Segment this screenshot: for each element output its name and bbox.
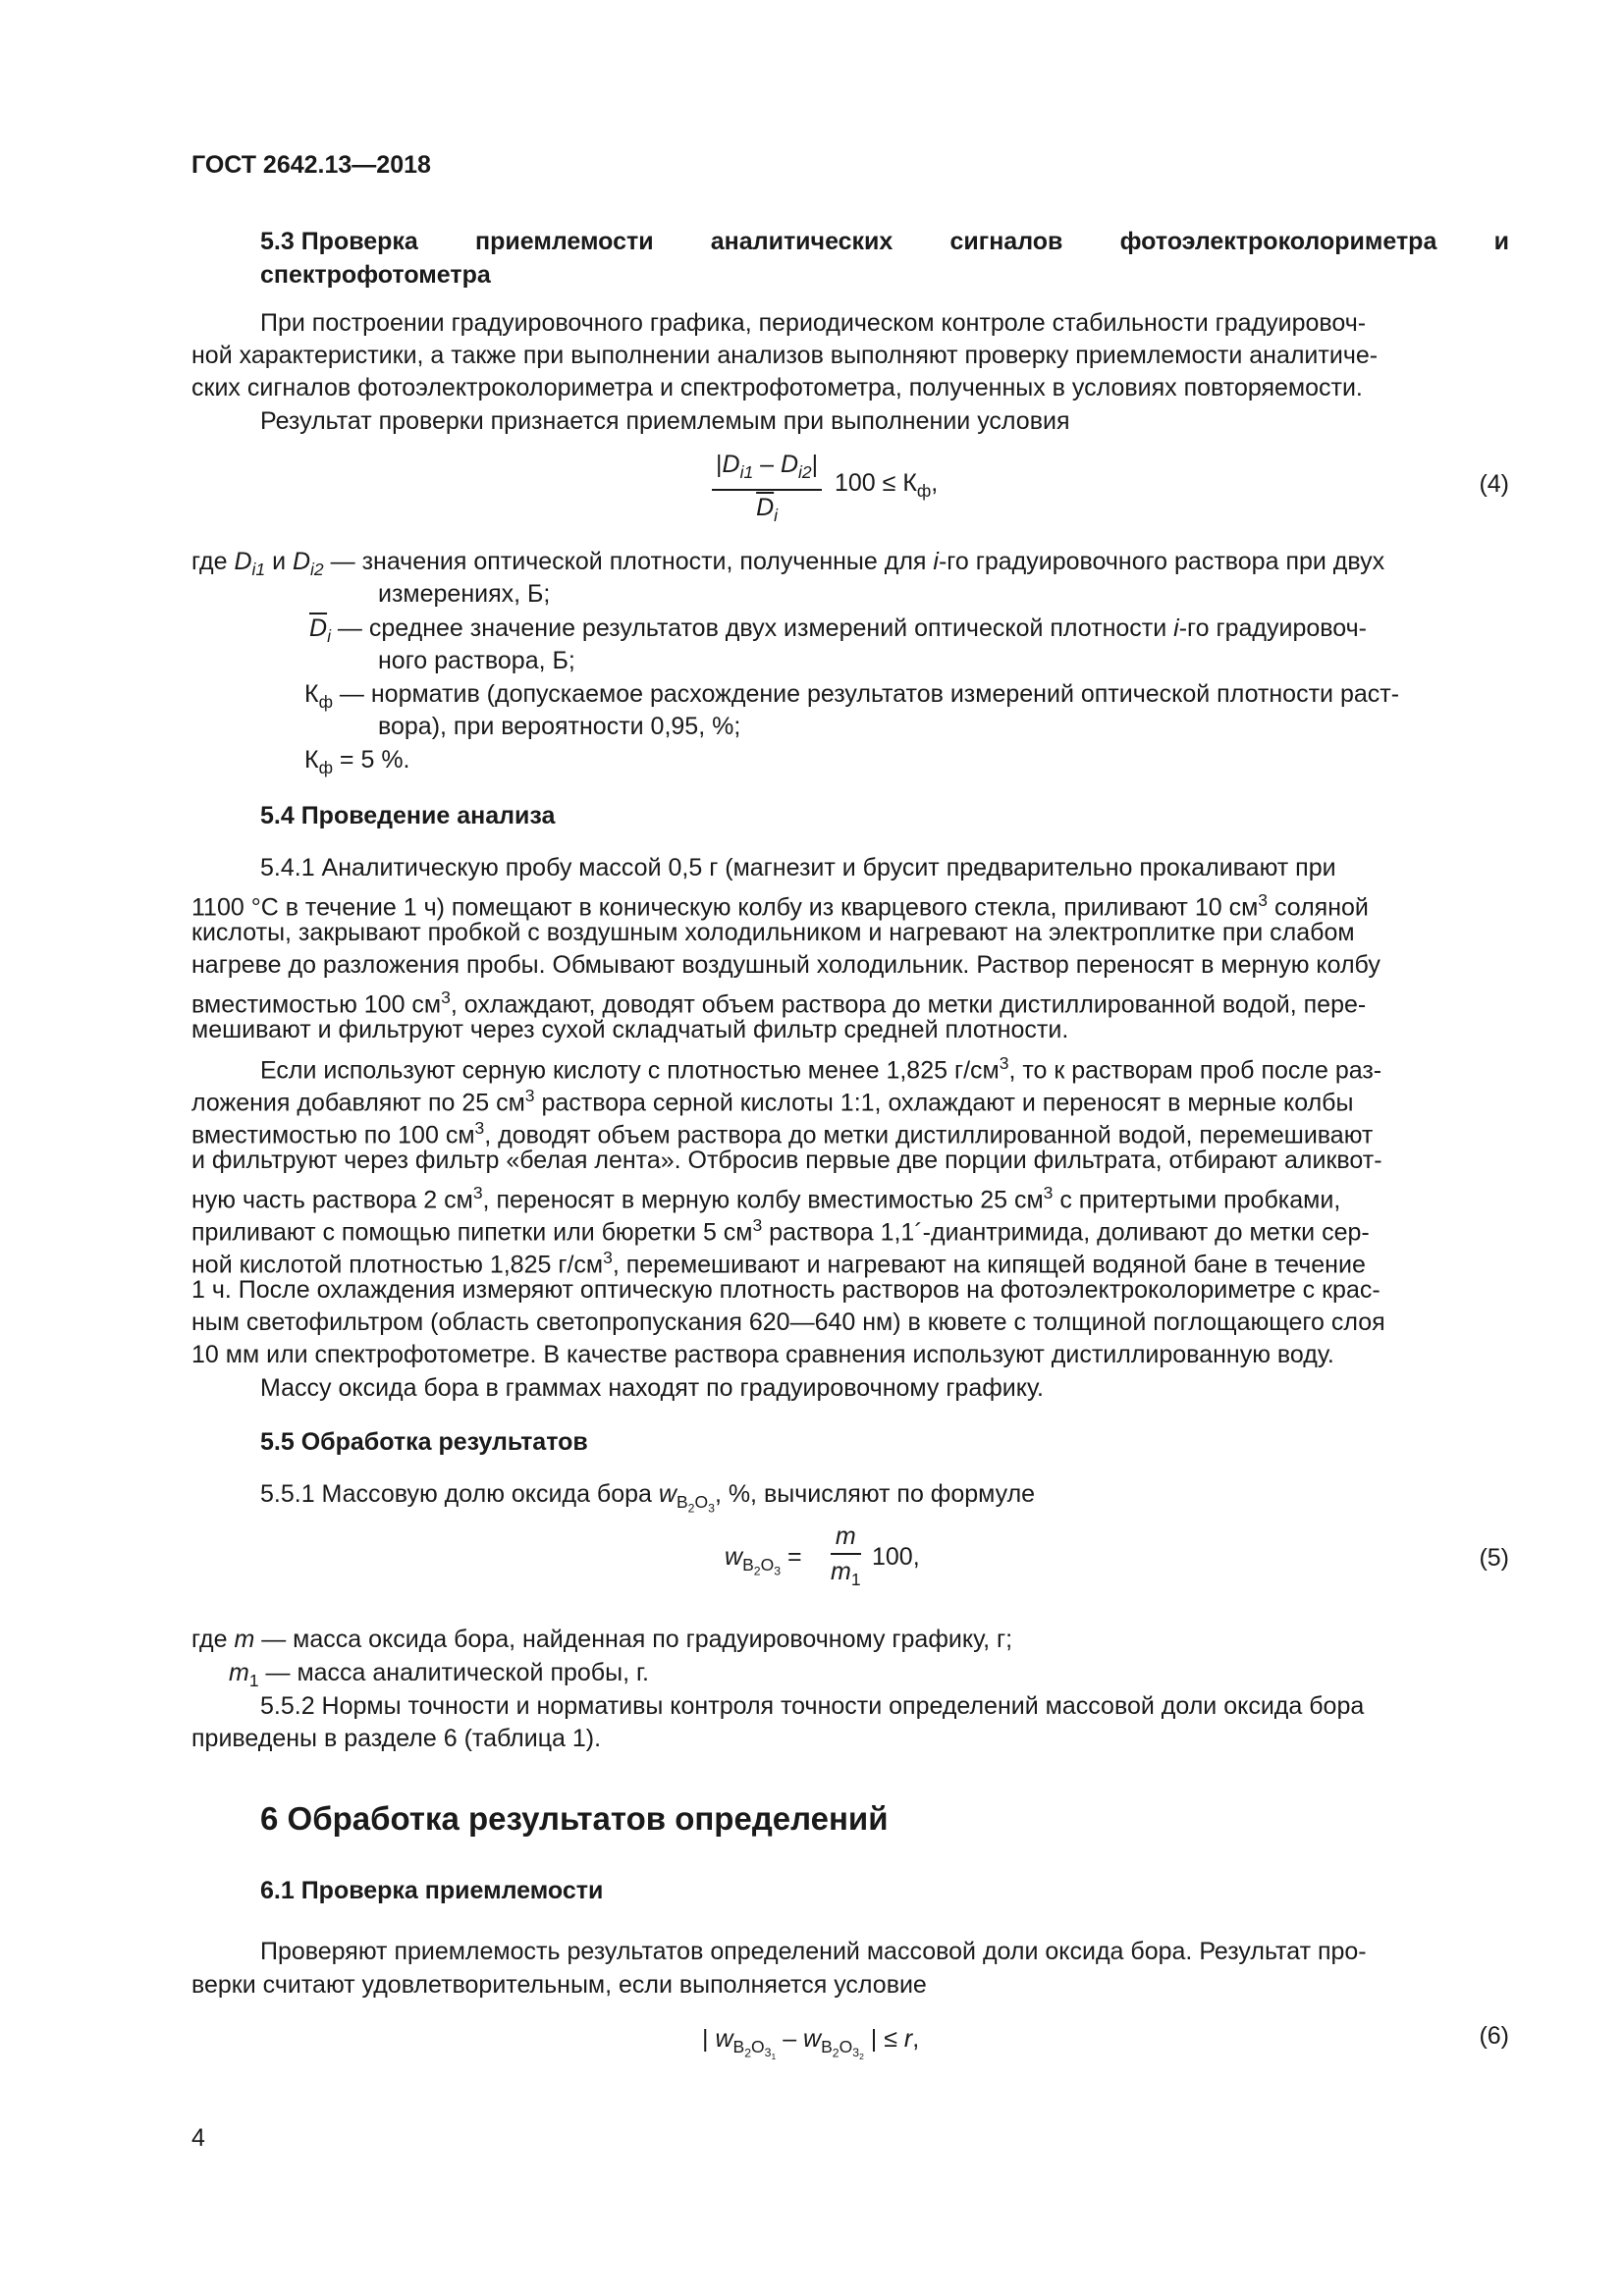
- math-symbol: |: [702, 2025, 716, 2053]
- text: с притертыми пробками,: [1053, 1186, 1341, 1214]
- page-number: 4: [191, 2124, 205, 2152]
- math-sub: [676, 1492, 715, 1516]
- math-var: $\overline{D}$: [756, 494, 775, 522]
- math-symbol: |: [811, 451, 819, 478]
- math-sub-part: O: [760, 1555, 775, 1575]
- math-sub-part: 3: [852, 2046, 860, 2060]
- paragraph-line: мешивают и фильтруют через сухой складчатый фильтр средней плотности.: [191, 1016, 1069, 1043]
- math-text: 100 ≤ К: [835, 469, 917, 497]
- paragraph-line: и фильтруют через фильтр «белая лента». Отбросив первые две порции фильтрата, отбирают аликвот-: [191, 1147, 1382, 1174]
- text: , %, вычисляют по формуле: [714, 1480, 1036, 1508]
- paragraph-line: верки считают удовлетворительным, если выполняется условие: [191, 1971, 927, 1999]
- section-5-3-title: [260, 226, 1509, 257]
- math-var: $\overline{D}$: [309, 614, 328, 642]
- equation-number: (6): [1479, 2022, 1509, 2050]
- sup: 3: [474, 1118, 485, 1138]
- math-sub-part: [852, 2046, 864, 2062]
- where-text: — среднее значение результатов двух измерений оптической плотности: [330, 614, 1174, 642]
- equation-number: (5): [1479, 1544, 1509, 1572]
- math-sub-part: [764, 2046, 777, 2062]
- math-sub-part: 1: [771, 2052, 777, 2062]
- math-var: К: [304, 746, 319, 774]
- math-sub-part: B: [742, 1555, 754, 1575]
- formula-6: [702, 2023, 919, 2072]
- math-sub: [742, 1555, 782, 1578]
- section-6-title: 6 Обработка результатов определений: [260, 1800, 889, 1837]
- text: ложения добавляют по 25 см: [191, 1089, 525, 1117]
- math-sub: i: [327, 626, 331, 647]
- document-header: ГОСТ 2642.13—2018: [191, 151, 431, 179]
- where-text: — значения оптической плотности, полученные для: [323, 548, 934, 575]
- text: 5.5.1 Массовую долю оксида бора: [260, 1480, 659, 1508]
- paragraph-line: Результат проверки признается приемлемым при выполнении условия: [260, 407, 1070, 435]
- paragraph-line: ной характеристики, а также при выполнении анализов выполняют проверку приемлемости аналитиче-: [191, 342, 1379, 369]
- sup: 3: [1043, 1183, 1054, 1202]
- text: ную часть раствора 2 см: [191, 1186, 473, 1214]
- where-m-line: [191, 1624, 1012, 1655]
- math-sub: ф: [916, 481, 932, 502]
- paragraph-line: Проверяют приемлемость результатов определений массовой доли оксида бора. Результат про-: [260, 1938, 1367, 1965]
- math-var: D: [234, 548, 252, 575]
- equation-number: (4): [1479, 470, 1509, 498]
- paragraph-line: ным светофильтром (область светопропускания 620—640 нм) в кювете с толщиной поглощающего слоя: [191, 1308, 1385, 1336]
- math-sub: i1: [739, 462, 754, 483]
- formula-4-rest: [835, 467, 938, 507]
- text: раствора 1,1´-диантримида, доливают до метки сер-: [762, 1218, 1370, 1247]
- math-sub-part: O: [839, 2037, 853, 2057]
- math-var: w: [803, 2025, 822, 2053]
- math-sub-part: 2: [687, 1501, 695, 1516]
- paragraph-line: нагреве до разложения пробы. Обмывают воздушный холодильник. Раствор переносят в мерную колбу: [191, 951, 1380, 979]
- text: раствора серной кислоты 1:1, охлаждают и переносят в мерные колбы: [534, 1089, 1354, 1117]
- paragraph-line: ских сигналов фотоэлектроколориметра и спектрофотометра, полученных в условиях повторяемости.: [191, 374, 1363, 401]
- math-sub-part: B: [676, 1492, 688, 1513]
- math-sub: i2: [798, 462, 812, 483]
- math-var: i: [1173, 614, 1179, 642]
- section-6-1-title: 6.1 Проверка приемлемости: [260, 1877, 604, 1904]
- math-var: r: [903, 2025, 913, 2053]
- paragraph-line: 5.4.1 Аналитическую пробу массой 0,5 г (магнезит и брусит предварительно прокаливают при: [260, 854, 1336, 881]
- math-sub-part: 2: [859, 2052, 864, 2062]
- sup: 3: [472, 1183, 483, 1202]
- math-sub-part: O: [694, 1492, 709, 1513]
- formula-4-fraction: [712, 450, 822, 530]
- section-5-5-title: 5.5 Обработка результатов: [260, 1428, 588, 1456]
- text: приливают с помощью пипетки или бюретки 5 см: [191, 1218, 753, 1247]
- paragraph-line: 10 мм или спектрофотометре. В качестве раствора сравнения используют дистиллированную воду.: [191, 1341, 1334, 1368]
- where-text-cont: измерениях, Б;: [378, 580, 551, 608]
- math-sub-part: 2: [753, 1564, 761, 1578]
- math-sub: 1: [850, 1570, 861, 1590]
- where-text: -го градуировочного раствора при двух: [938, 548, 1385, 575]
- math-var: i: [933, 548, 939, 575]
- math-symbol: =: [781, 1543, 802, 1571]
- text: ной кислотой плотностью 1,825 г/см: [191, 1251, 604, 1279]
- text: Если используют серную кислоту с плотностью менее 1,825 г/см: [260, 1056, 1000, 1085]
- section-5-3-title-cont: спектрофотометра: [260, 261, 491, 289]
- paragraph-line: Массу оксида бора в граммах находят по градуировочному графику.: [260, 1374, 1044, 1402]
- math-sub: [821, 2037, 864, 2062]
- math-var: m: [234, 1626, 255, 1653]
- math-sub-part: 3: [774, 1564, 782, 1578]
- text: , то к растворам проб после раз-: [1008, 1056, 1382, 1085]
- paragraph-line: приведены в разделе 6 (таблица 1).: [191, 1725, 602, 1752]
- math-var: m: [229, 1659, 249, 1686]
- sup: 3: [1258, 890, 1269, 910]
- text: , перемешивают и нагревают на кипящей водяной бане в течение: [612, 1251, 1366, 1279]
- math-var: w: [725, 1543, 743, 1571]
- math-sub-part: 3: [708, 1501, 715, 1516]
- where-prefix: где: [191, 548, 235, 575]
- formula-5-fraction: [831, 1522, 861, 1594]
- where-and: и: [265, 548, 293, 575]
- where-text-cont: вора), при вероятности 0,95, %;: [378, 713, 741, 740]
- math-symbol: –: [753, 451, 781, 478]
- math-sub-part: B: [821, 2037, 833, 2057]
- math-var: D: [780, 451, 799, 478]
- title-word: 5.3 Проверка: [260, 228, 418, 255]
- where-text-cont: ного раствора, Б;: [378, 647, 575, 674]
- math-sub: i: [774, 506, 779, 526]
- math-sub-part: B: [732, 2037, 745, 2057]
- math-var: D: [292, 548, 311, 575]
- sup: 3: [752, 1215, 763, 1235]
- paragraph-line: 1 ч. После охлаждения измеряют оптическую плотность растворов на фотоэлектроколориметре с крас-: [191, 1276, 1380, 1304]
- formula-5: [725, 1522, 960, 1600]
- math-sub: 1: [248, 1671, 259, 1691]
- math-sub: [732, 2037, 777, 2062]
- text: , переносят в мерную колбу вместимостью 25 см: [482, 1186, 1044, 1214]
- paragraph-line: кислоты, закрывают пробкой с воздушным холодильником и нагревают на электроплитке при слабом: [191, 919, 1355, 946]
- math-symbol: –: [776, 2025, 804, 2053]
- math-sub-part: O: [751, 2037, 765, 2057]
- math-sub: ф: [318, 692, 333, 713]
- math-sub-part: 2: [832, 2046, 839, 2060]
- math-sub: i1: [251, 560, 266, 580]
- text: вместимостью 100 см: [191, 990, 442, 1019]
- text: , охлаждают, доводят объем раствора до метки дистиллированной водой, пере-: [450, 990, 1367, 1019]
- title-word: фотоэлектроколориметра: [1119, 228, 1437, 255]
- formula-5-lhs: [725, 1541, 802, 1586]
- math-symbol: |: [716, 451, 723, 478]
- title-word: приемлемости: [475, 228, 654, 255]
- math-symbol: | ≤: [863, 2025, 904, 2053]
- title-word: сигналов: [949, 228, 1063, 255]
- sup: 3: [524, 1086, 535, 1105]
- where-prefix: где: [191, 1626, 235, 1653]
- math-var: w: [715, 2025, 733, 2053]
- math-text: ,: [931, 469, 939, 497]
- where-d-line: [191, 546, 1384, 585]
- sup: 3: [999, 1053, 1009, 1073]
- text: соляной: [1268, 893, 1369, 922]
- where-text: = 5 %.: [332, 746, 410, 774]
- math-var: w: [658, 1480, 677, 1508]
- text: , доводят объем раствора до метки дистиллированной водой, перемешивают: [484, 1121, 1374, 1149]
- math-symbol: ,: [912, 2025, 920, 2053]
- math-sub: i2: [310, 560, 324, 580]
- math-var: К: [304, 680, 319, 708]
- formula-4: [712, 450, 967, 528]
- math-sub-part: 2: [744, 2046, 752, 2060]
- where-text: — масса оксида бора, найденная по градуировочному графику, г;: [254, 1626, 1013, 1653]
- paragraph-line: При построении градуировочного графика, периодическом контроле стабильности градуировоч-: [260, 309, 1367, 337]
- section-5-4-title: 5.4 Проведение анализа: [260, 802, 556, 829]
- text: 1100 °С в течение 1 ч) помещают в коническую колбу из кварцевого стекла, приливают 10 см: [191, 893, 1259, 922]
- math-sub-part: 3: [764, 2046, 772, 2060]
- formula-5-tail: 100,: [872, 1543, 920, 1571]
- math-sub: ф: [318, 758, 333, 778]
- text: вместимостью по 100 см: [191, 1121, 475, 1149]
- title-word: аналитических: [710, 228, 893, 255]
- math-var: m: [831, 1522, 861, 1555]
- sup: 3: [603, 1248, 613, 1267]
- title-word: и: [1493, 228, 1509, 255]
- where-text: — масса аналитической пробы, г.: [258, 1659, 649, 1686]
- paragraph-line: [260, 1478, 1035, 1523]
- math-var: m: [831, 1558, 851, 1585]
- paragraph-line: 5.5.2 Нормы точности и нормативы контроля точности определений массовой доли оксида бора: [260, 1692, 1365, 1720]
- where-text: — норматив (допускаемое расхождение результатов измерений оптической плотности раст-: [332, 680, 1400, 708]
- sup: 3: [441, 988, 451, 1007]
- math-var: D: [722, 451, 740, 478]
- where-text: -го градуировоч-: [1178, 614, 1367, 642]
- where-k-value-line: [304, 744, 410, 783]
